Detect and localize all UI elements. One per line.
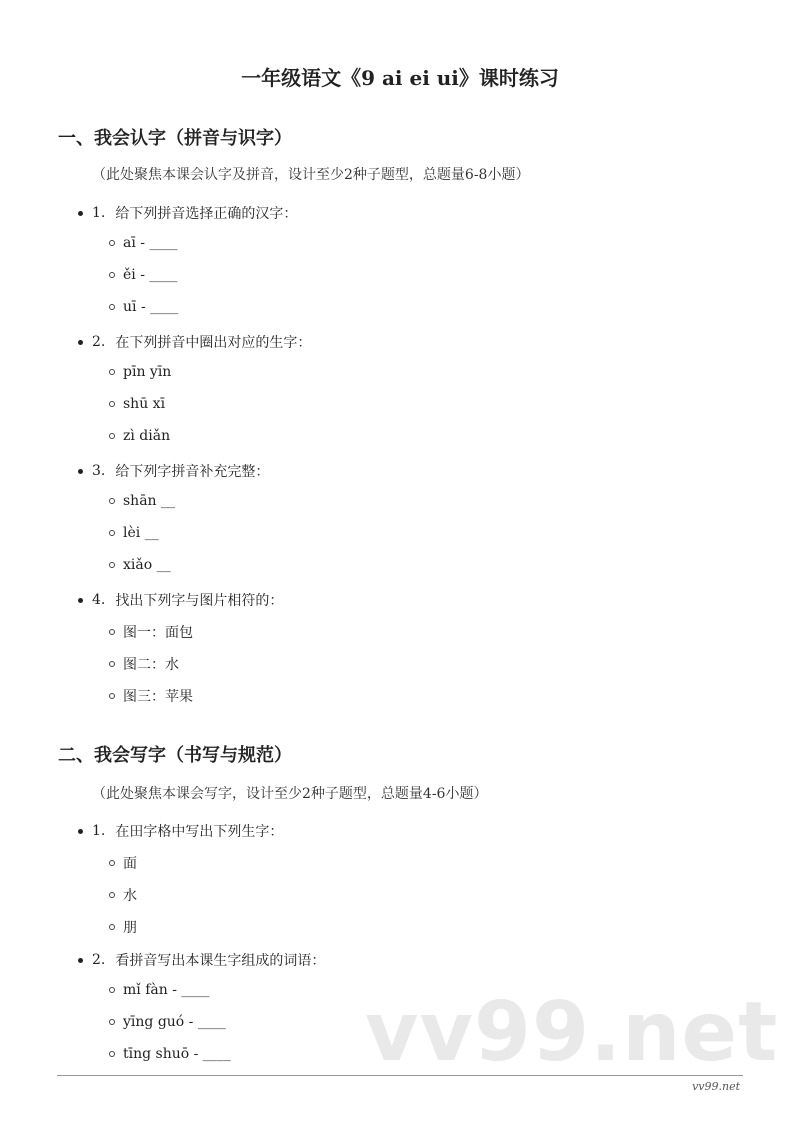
sub-item-text: pīn yīn: [123, 364, 172, 380]
sub-item-text: zì diǎn: [123, 428, 171, 444]
bullet-icon: [78, 598, 83, 603]
sub-item: [109, 525, 159, 541]
circle-bullet-icon: [109, 629, 115, 635]
document-title: 一年级语文《9 ai ei ui》课时练习: [241, 66, 559, 90]
sub-item-text: lèi __: [123, 525, 159, 541]
sub-item-text: 面: [123, 856, 137, 872]
sub-item-text: aī - ____: [123, 235, 178, 251]
circle-bullet-icon: [109, 433, 115, 439]
question-number: 1.: [92, 823, 106, 839]
section-note: （此处聚焦本课会认字及拼音，设计至少2种子题型，总题量6-8小题）: [92, 167, 530, 183]
circle-bullet-icon: [109, 272, 115, 278]
sub-item-text: shū xī: [123, 396, 166, 412]
sub-item-text: ěi - ____: [123, 267, 178, 283]
question-text: 看拼音写出本课生字组成的词语：: [115, 953, 326, 969]
sub-item: [109, 1046, 231, 1062]
sub-item: [109, 1014, 226, 1030]
sub-item-text: shān __: [123, 493, 176, 509]
sub-item: [109, 493, 175, 509]
circle-bullet-icon: [109, 860, 115, 866]
question-text: 在下列拼音中圈出对应的生字：: [115, 335, 312, 351]
question-number: 3.: [92, 463, 106, 479]
footer-divider: [57, 1075, 743, 1076]
sub-item: [109, 982, 209, 998]
bullet-icon: [78, 829, 83, 834]
circle-bullet-icon: [109, 1051, 115, 1057]
question-text: 找出下列字与图片相符的：: [115, 593, 284, 609]
sub-item: [109, 686, 193, 706]
circle-bullet-icon: [109, 562, 115, 568]
circle-bullet-icon: [109, 924, 115, 930]
sub-item-text: 朋: [123, 920, 137, 936]
question-item: [78, 203, 297, 223]
circle-bullet-icon: [109, 401, 115, 407]
sub-item: [109, 654, 179, 674]
sub-item: [109, 428, 170, 444]
question-text: 给下列字拼音补充完整：: [115, 464, 270, 480]
circle-bullet-icon: [109, 1019, 115, 1025]
circle-bullet-icon: [109, 661, 115, 667]
sub-item: [109, 853, 137, 873]
question-number: 4.: [92, 592, 106, 608]
sub-item-text: 图一：面包: [123, 625, 193, 641]
bullet-icon: [78, 958, 83, 963]
section-heading: 二、我会写字（书写与规范）: [58, 745, 292, 766]
sub-item-text: 图二：水: [123, 657, 179, 673]
question-number: 2.: [92, 334, 106, 350]
sub-item: [109, 917, 137, 937]
bullet-icon: [78, 469, 83, 474]
sub-item-text: xiǎo __: [123, 557, 171, 573]
sub-item: [109, 299, 178, 315]
circle-bullet-icon: [109, 369, 115, 375]
sub-item-text: tīng shuō - ____: [123, 1046, 231, 1062]
circle-bullet-icon: [109, 530, 115, 536]
sub-item-text: yīng guó - ____: [123, 1014, 226, 1030]
sub-item: [109, 557, 171, 573]
question-text: 给下列拼音选择正确的汉字：: [115, 206, 298, 222]
sub-item-text: 图三：苹果: [123, 689, 193, 705]
footer-site-name: vv99.net: [692, 1080, 740, 1093]
bullet-icon: [78, 211, 83, 216]
question-item: [78, 461, 269, 481]
question-item: [78, 950, 325, 970]
question-text: 在田字格中写出下列生字：: [115, 824, 284, 840]
sub-item: [109, 396, 165, 412]
circle-bullet-icon: [109, 304, 115, 310]
sub-item-text: mǐ fàn - ____: [123, 982, 210, 998]
watermark: vv99.net: [365, 985, 779, 1080]
sub-item-text: uī - ____: [123, 299, 179, 315]
circle-bullet-icon: [109, 892, 115, 898]
question-number: 1.: [92, 205, 106, 221]
sub-item: [109, 267, 177, 283]
sub-item: [109, 235, 177, 251]
sub-item: [109, 622, 193, 642]
circle-bullet-icon: [109, 240, 115, 246]
bullet-icon: [78, 340, 83, 345]
circle-bullet-icon: [109, 498, 115, 504]
sub-item: [109, 364, 171, 380]
sub-item-text: 水: [123, 888, 137, 904]
section-note: （此处聚焦本课会写字，设计至少2种子题型，总题量4-6小题）: [92, 786, 488, 802]
question-item: [78, 590, 283, 610]
question-number: 2.: [92, 952, 106, 968]
question-item: [78, 332, 311, 352]
question-item: [78, 821, 283, 841]
sub-item: [109, 885, 137, 905]
circle-bullet-icon: [109, 693, 115, 699]
section-heading: 一、我会认字（拼音与识字）: [58, 128, 292, 149]
circle-bullet-icon: [109, 987, 115, 993]
